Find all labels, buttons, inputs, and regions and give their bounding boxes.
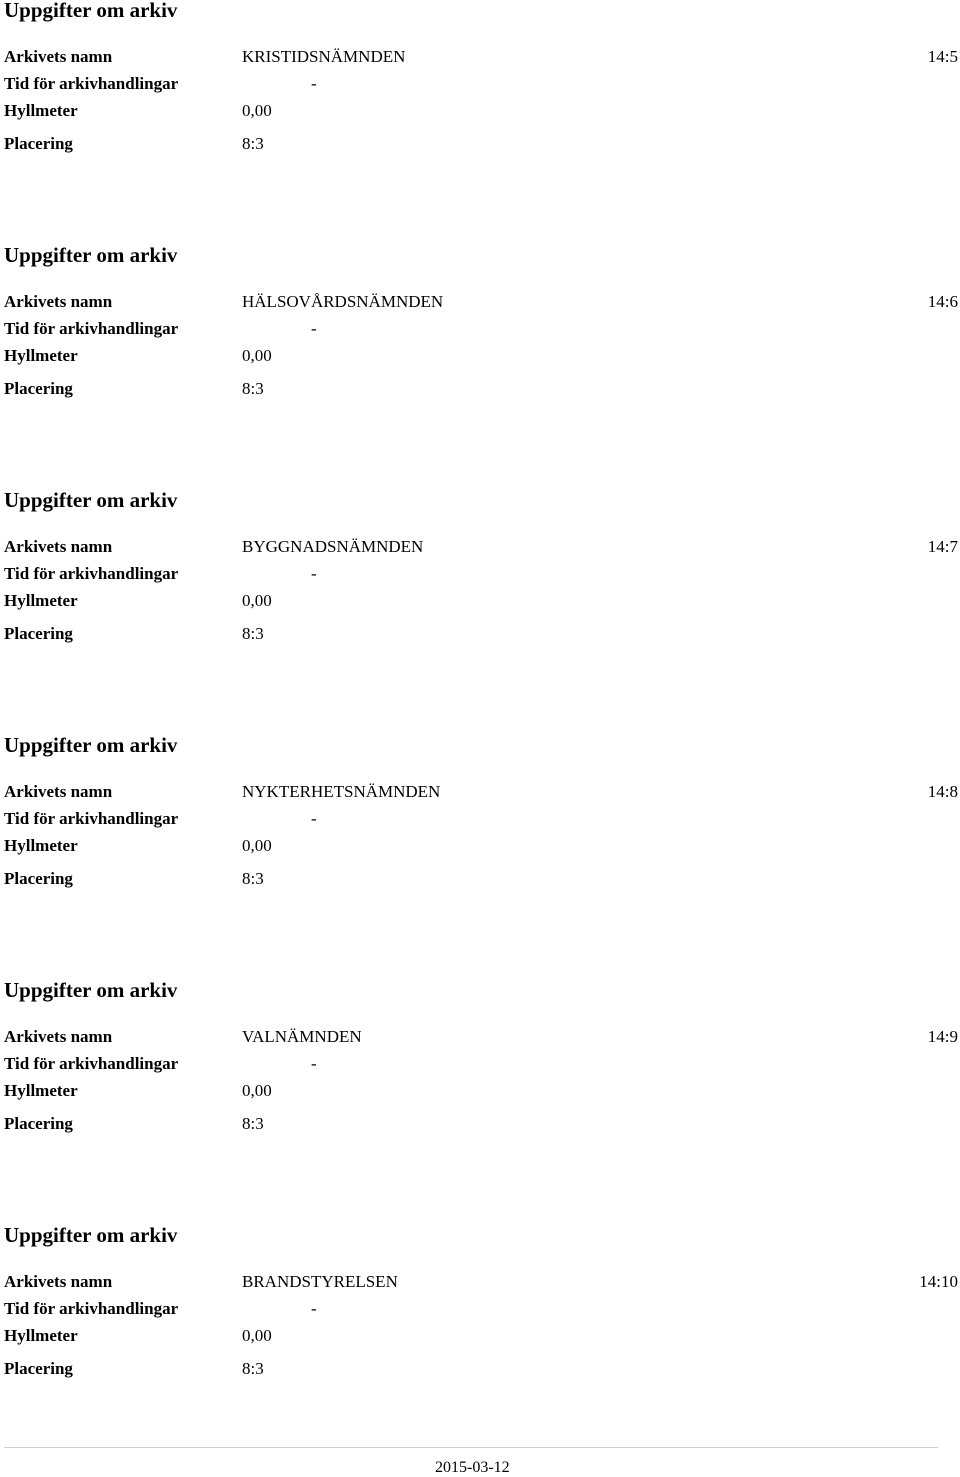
- archive-code: 14:10: [919, 1272, 958, 1291]
- archive-record: [0, 488, 960, 670]
- time-span-value: -: [311, 564, 317, 583]
- archive-name-label: Arkivets namn: [4, 1027, 113, 1046]
- shelf-meters-value: 0,00: [242, 1326, 272, 1345]
- location-value: 8:3: [242, 379, 264, 398]
- location-label: Placering: [4, 624, 73, 643]
- archive-name-label: Arkivets namn: [4, 1272, 113, 1291]
- archive-name-value: BRANDSTYRELSEN: [242, 1272, 398, 1291]
- location-value: 8:3: [242, 624, 264, 643]
- shelf-meters-value: 0,00: [242, 836, 272, 855]
- archive-name-label: Arkivets namn: [4, 47, 113, 66]
- time-span-value: -: [311, 74, 317, 93]
- archive-name-value: VALNÄMNDEN: [242, 1027, 362, 1046]
- archive-code: 14:9: [927, 1027, 958, 1046]
- archive-name-label: Arkivets namn: [4, 782, 113, 801]
- record-heading: Uppgifter om arkiv: [4, 0, 178, 22]
- time-span-label: Tid för arkivhandlingar: [4, 1054, 179, 1073]
- location-label: Placering: [4, 869, 73, 888]
- time-span-label: Tid för arkivhandlingar: [4, 809, 179, 828]
- location-value: 8:3: [242, 134, 264, 153]
- shelf-meters-value: 0,00: [242, 591, 272, 610]
- archive-name-value: BYGGNADSNÄMNDEN: [242, 537, 424, 556]
- archive-record: [0, 733, 960, 915]
- location-value: 8:3: [242, 1359, 264, 1378]
- record-heading: Uppgifter om arkiv: [4, 978, 178, 1002]
- archive-code: 14:7: [927, 537, 958, 556]
- shelf-meters-label: Hyllmeter: [4, 346, 78, 365]
- archive-code: 14:5: [927, 47, 958, 66]
- archive-code: 14:6: [927, 292, 958, 311]
- shelf-meters-label: Hyllmeter: [4, 1081, 78, 1100]
- time-span-value: -: [311, 1299, 317, 1318]
- location-value: 8:3: [242, 1114, 264, 1133]
- time-span-label: Tid för arkivhandlingar: [4, 319, 179, 338]
- location-label: Placering: [4, 1359, 73, 1378]
- archive-name-value: KRISTIDSNÄMNDEN: [242, 47, 406, 66]
- archive-name-label: Arkivets namn: [4, 292, 113, 311]
- time-span-value: -: [311, 1054, 317, 1073]
- archive-name-value: HÄLSOVÅRDSNÄMNDEN: [242, 292, 444, 311]
- archive-record: [0, 243, 960, 425]
- record-heading: Uppgifter om arkiv: [4, 488, 178, 512]
- record-heading: Uppgifter om arkiv: [4, 733, 178, 757]
- time-span-label: Tid för arkivhandlingar: [4, 1299, 179, 1318]
- time-span-value: -: [311, 319, 317, 338]
- location-label: Placering: [4, 1114, 73, 1133]
- archive-name-label: Arkivets namn: [4, 537, 113, 556]
- shelf-meters-label: Hyllmeter: [4, 1326, 78, 1345]
- location-label: Placering: [4, 379, 73, 398]
- archive-record: [0, 978, 960, 1160]
- footer-divider: [4, 1447, 938, 1448]
- archive-name-value: NYKTERHETSNÄMNDEN: [242, 782, 441, 801]
- location-value: 8:3: [242, 869, 264, 888]
- shelf-meters-label: Hyllmeter: [4, 836, 78, 855]
- archive-record: [0, 0, 960, 180]
- shelf-meters-value: 0,00: [242, 101, 272, 120]
- time-span-label: Tid för arkivhandlingar: [4, 564, 179, 583]
- footer-date: 2015-03-12: [435, 1459, 510, 1476]
- shelf-meters-label: Hyllmeter: [4, 101, 78, 120]
- archive-record: [0, 1223, 960, 1405]
- record-heading: Uppgifter om arkiv: [4, 1223, 178, 1247]
- time-span-label: Tid för arkivhandlingar: [4, 74, 179, 93]
- record-heading: Uppgifter om arkiv: [4, 243, 178, 267]
- archive-code: 14:8: [927, 782, 958, 801]
- location-label: Placering: [4, 134, 73, 153]
- time-span-value: -: [311, 809, 317, 828]
- shelf-meters-label: Hyllmeter: [4, 591, 78, 610]
- shelf-meters-value: 0,00: [242, 1081, 272, 1100]
- shelf-meters-value: 0,00: [242, 346, 272, 365]
